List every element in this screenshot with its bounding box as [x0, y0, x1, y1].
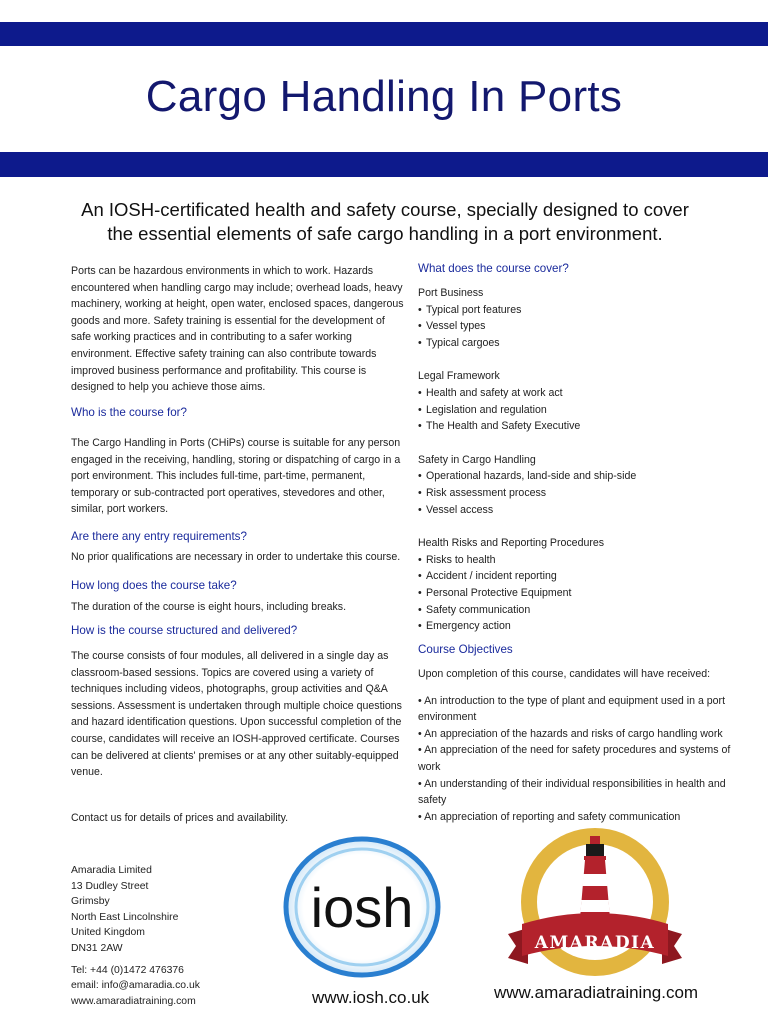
page-title: Cargo Handling In Ports: [145, 72, 623, 121]
course-summary: [40, 198, 730, 246]
email-link[interactable]: email: info@amaradia.co.uk: [71, 980, 200, 992]
structure-text: The course consists of four modules, all delivered in a single day as classroom-based sessions. Topics are covered using a variety of techniques including videos, photographs, group activities and Q&A sessions. Assessment is undertaken through multiple choice questions and hazard identification questions. Upon successful completion of the course, candidates will receive an IOSH-approved certificate. Courses can be delivered at clients' premises or at any other suitably-equipped venue.: [71, 650, 402, 779]
module-item: • Typical port features: [418, 303, 522, 316]
objectives-intro: Upon completion of this course, candidates will have received:: [418, 668, 711, 680]
objective-item: • An appreciation of reporting and safety communication: [418, 810, 681, 823]
address-country: United Kingdom: [71, 927, 145, 939]
address-county: North East Lincolnshire: [71, 911, 179, 923]
address-street: 13 Dudley Street: [71, 880, 149, 892]
course-cover-section: [418, 261, 753, 635]
structure-section: [71, 623, 406, 781]
module-item: • Risk assessment process: [418, 486, 547, 499]
title-underline-bar: [0, 152, 768, 177]
duration-text: The duration of the course is eight hours, including breaks.: [71, 601, 347, 613]
cover-heading: What does the course cover?: [418, 262, 569, 275]
amaradia-website-link[interactable]: www.amaradiatraining.com: [494, 983, 699, 1002]
company-name: Amaradia Limited: [71, 865, 152, 876]
objectives-section: [418, 642, 753, 825]
module-title: Port Business: [418, 287, 484, 299]
module-item: • Vessel types: [418, 320, 486, 333]
objective-item: • An appreciation of the hazards and risks of cargo handling work: [418, 727, 723, 740]
address-town: Grimsby: [71, 896, 110, 908]
module-item: • The Health and Safety Executive: [418, 420, 581, 433]
objective-item: • An introduction to the type of plant and equipment used in a port environment: [418, 694, 726, 724]
telephone: Tel: +44 (0)1472 476376: [71, 964, 184, 976]
who-section: [71, 405, 406, 518]
iosh-logo-text: iosh: [310, 876, 414, 939]
top-banner-bar: [0, 22, 768, 46]
module-block: [418, 285, 753, 351]
contact-text: Contact us for details of prices and availability.: [71, 812, 289, 824]
module-block: [418, 535, 753, 635]
intro-text: Ports can be hazardous environments in which to work. Hazards encountered when handling cargo may include; overhead loads, heavy machinery, working at height, open water, enclosed spaces, dangerous goods and more. Safety training is essential for the development of safe working practices and in contributing to a safer working environment. Effective safety training can also contribute towards improved business performance and profitability. This course is designed to help you achieve those aims.: [71, 265, 404, 394]
amaradia-logo: [500, 824, 690, 984]
intro-section: [71, 263, 406, 396]
module-item: • Emergency action: [418, 620, 511, 633]
address-postcode: DN31 2AW: [71, 942, 123, 954]
who-text: The Cargo Handling in Ports (CHiPs) course is suitable for any person engaged in the receiving, handling, storing or dispatching of cargo in a port environment. This includes full-time, part-time, permanent, temporary or sub-contracted port operatives, stevedores and other, similar, port workers.: [71, 437, 401, 516]
objectives-list: [418, 693, 753, 826]
module-item: • Typical cargoes: [418, 336, 500, 349]
iosh-logo: [278, 832, 446, 982]
module-item: • Legislation and regulation: [418, 403, 547, 416]
entry-text: No prior qualifications are necessary in order to undertake this course.: [71, 551, 401, 563]
module-item: • Safety communication: [418, 603, 531, 616]
summary-line: the essential elements of safe cargo handling in a port environment.: [107, 223, 663, 244]
objective-item: • An understanding of their individual responsibilities in health and safety: [418, 777, 726, 807]
amaradia-logo-text: AMARADIA: [534, 933, 656, 953]
entry-heading: Are there any entry requirements?: [71, 530, 247, 543]
who-heading: Who is the course for?: [71, 406, 187, 419]
structure-heading: How is the course structured and delivered?: [71, 624, 298, 637]
duration-heading: How long does the course take?: [71, 579, 237, 592]
module-item: • Risks to health: [418, 553, 496, 566]
module-block: [418, 368, 753, 434]
objectives-heading: Course Objectives: [418, 643, 513, 656]
module-item: • Operational hazards, land-side and ship-side: [418, 470, 637, 483]
duration-section: [71, 578, 406, 616]
summary-line: An IOSH-certificated health and safety course, specially designed to cover: [81, 199, 689, 220]
contact-section: [71, 810, 406, 827]
module-item: • Personal Protective Equipment: [418, 586, 572, 599]
module-title: Safety in Cargo Handling: [418, 453, 536, 466]
module-item: • Accident / incident reporting: [418, 570, 557, 583]
module-title: Legal Framework: [418, 370, 500, 383]
website-link[interactable]: www.amaradiatraining.com: [71, 995, 196, 1007]
module-title: Health Risks and Reporting Procedures: [418, 537, 605, 550]
module-item: • Vessel access: [418, 503, 494, 516]
company-address: [71, 863, 200, 1009]
objective-item: • An appreciation of the need for safety procedures and systems of work: [418, 744, 731, 773]
module-item: • Health and safety at work act: [418, 386, 563, 399]
iosh-website-link[interactable]: www.iosh.co.uk: [312, 988, 430, 1007]
entry-section: [71, 529, 406, 566]
module-block: [418, 452, 753, 518]
